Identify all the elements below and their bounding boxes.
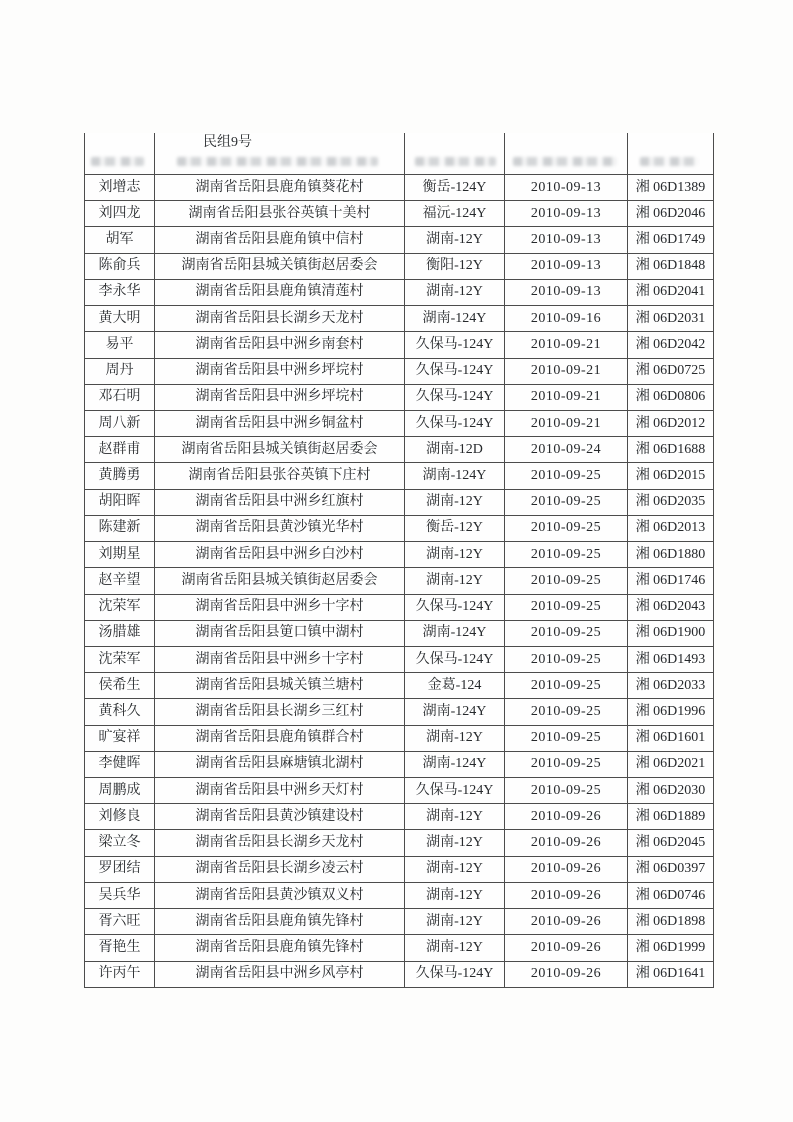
address-cell: 湖南省岳阳县鹿角镇先锋村 xyxy=(155,935,405,960)
owner-name-cell: 沈荣军 xyxy=(85,595,155,620)
owner-name-cell: 陈建新 xyxy=(85,516,155,541)
address-cell: 湖南省岳阳县中洲乡红旗村 xyxy=(155,490,405,515)
owner-name-cell: 刘期星 xyxy=(85,542,155,567)
address-cell: 湖南省岳阳县长湖乡天龙村 xyxy=(155,830,405,855)
owner-name-cell: 周丹 xyxy=(85,359,155,384)
plate-cell: 湘 06D1601 xyxy=(635,730,706,746)
date-cell: 2010-09-21 xyxy=(505,332,628,357)
model-cell: 久保马-124Y xyxy=(405,647,505,672)
owner-name-cell: 邓石明 xyxy=(85,385,155,410)
ink-bleedthrough-smudge xyxy=(177,157,378,166)
table-row xyxy=(85,462,713,488)
plate-cell: 湘 06D2031 xyxy=(635,310,706,326)
model-cell: 湖南-12D xyxy=(405,437,505,462)
address-cell: 湖南省岳阳县城关镇街赵居委会 xyxy=(155,437,405,462)
address-cell: 湖南省岳阳县中洲乡天灯村 xyxy=(155,778,405,803)
table-row xyxy=(85,305,713,331)
model-cell: 湖南-12Y xyxy=(405,280,505,305)
model-cell: 湖南-124Y xyxy=(405,306,505,331)
owner-name-cell: 旷宴祥 xyxy=(85,726,155,751)
owner-name-cell: 胡阳晖 xyxy=(85,490,155,515)
plate-cell: 湘 06D1493 xyxy=(635,651,706,667)
table-row xyxy=(85,410,713,436)
table-row xyxy=(85,200,713,226)
model-cell: 福沅-124Y xyxy=(405,201,505,226)
table-row xyxy=(85,829,713,855)
address-cell: 湖南省岳阳县中洲乡坪垸村 xyxy=(155,359,405,384)
plate-cell: 湘 06D2045 xyxy=(635,835,706,851)
table-row xyxy=(85,226,713,252)
plate-cell: 湘 06D1641 xyxy=(635,966,706,982)
plate-cell: 湘 06D1898 xyxy=(635,913,706,929)
table-row xyxy=(85,331,713,357)
table-row xyxy=(85,620,713,646)
model-cell: 衡阳-12Y xyxy=(405,254,505,279)
model-cell: 湖南-124Y xyxy=(405,752,505,777)
owner-name-cell: 胥六旺 xyxy=(85,909,155,934)
owner-name-cell: 罗团结 xyxy=(85,857,155,882)
plate-cell: 湘 06D1389 xyxy=(635,179,706,195)
owner-name-cell: 李永华 xyxy=(85,280,155,305)
owner-name-cell: 胡军 xyxy=(85,227,155,252)
plate-cell: 湘 06D1996 xyxy=(635,703,706,719)
date-cell: 2010-09-25 xyxy=(505,621,628,646)
date-cell: 2010-09-13 xyxy=(505,175,628,200)
plate-cell: 湘 06D0806 xyxy=(635,389,706,405)
table-row xyxy=(85,672,713,698)
model-cell: 湖南-12Y xyxy=(405,857,505,882)
address-cell: 湖南省岳阳县张谷英镇下庄村 xyxy=(155,463,405,488)
date-cell: 2010-09-26 xyxy=(505,804,628,829)
date-cell: 2010-09-26 xyxy=(505,935,628,960)
owner-name-cell: 黄大明 xyxy=(85,306,155,331)
plate-cell: 湘 06D2015 xyxy=(635,468,706,484)
date-cell: 2010-09-24 xyxy=(505,437,628,462)
model-cell: 湖南-12Y xyxy=(405,935,505,960)
model-cell: 衡岳-12Y xyxy=(405,516,505,541)
plate-cell xyxy=(628,133,713,174)
owner-name-cell: 赵辛望 xyxy=(85,568,155,593)
table-row xyxy=(85,279,713,305)
registration-table xyxy=(84,133,714,988)
date-cell xyxy=(505,133,628,174)
model-cell: 湖南-12Y xyxy=(405,830,505,855)
table-row xyxy=(85,567,713,593)
date-cell: 2010-09-26 xyxy=(505,830,628,855)
address-cell: 湖南省岳阳县黄沙镇建设村 xyxy=(155,804,405,829)
address-cell: 湖南省岳阳县麻塘镇北湖村 xyxy=(155,752,405,777)
owner-name-cell: 周鹏成 xyxy=(85,778,155,803)
date-cell: 2010-09-25 xyxy=(505,490,628,515)
date-cell: 2010-09-25 xyxy=(505,463,628,488)
owner-name-cell: 刘四龙 xyxy=(85,201,155,226)
plate-cell: 湘 06D0725 xyxy=(635,363,706,379)
date-cell: 2010-09-25 xyxy=(505,568,628,593)
owner-name-cell: 汤腊雄 xyxy=(85,621,155,646)
plate-cell: 湘 06D2042 xyxy=(635,336,706,352)
table-row xyxy=(85,436,713,462)
owner-name-cell: 黄科久 xyxy=(85,699,155,724)
date-cell: 2010-09-21 xyxy=(505,385,628,410)
date-cell: 2010-09-16 xyxy=(505,306,628,331)
table-row xyxy=(85,489,713,515)
model-cell: 湖南-12Y xyxy=(405,542,505,567)
table-body xyxy=(85,174,713,987)
model-cell: 久保马-124Y xyxy=(405,962,505,987)
owner-name-cell: 胥艳生 xyxy=(85,935,155,960)
plate-cell: 湘 06D1900 xyxy=(635,625,706,641)
table-row xyxy=(85,751,713,777)
table-row xyxy=(85,358,713,384)
date-cell: 2010-09-25 xyxy=(505,778,628,803)
date-cell: 2010-09-25 xyxy=(505,699,628,724)
date-cell: 2010-09-13 xyxy=(505,201,628,226)
model-cell: 湖南-124Y xyxy=(405,621,505,646)
model-cell: 久保马-124Y xyxy=(405,595,505,620)
date-cell: 2010-09-13 xyxy=(505,280,628,305)
owner-name-cell: 许丙午 xyxy=(85,962,155,987)
address-cell xyxy=(155,133,405,174)
owner-name-cell: 周八新 xyxy=(85,411,155,436)
owner-name-cell: 梁立冬 xyxy=(85,830,155,855)
plate-cell: 湘 06D1848 xyxy=(635,258,706,274)
date-cell: 2010-09-26 xyxy=(505,909,628,934)
address-cell: 湖南省岳阳县鹿角镇中信村 xyxy=(155,227,405,252)
table-row xyxy=(85,174,713,200)
model-cell xyxy=(405,133,505,174)
address-cell: 湖南省岳阳县长湖乡天龙村 xyxy=(155,306,405,331)
plate-cell: 湘 06D2033 xyxy=(635,677,706,693)
address-cell: 湖南省岳阳县鹿角镇先锋村 xyxy=(155,909,405,934)
owner-name-cell: 李健晖 xyxy=(85,752,155,777)
owner-name-cell: 赵群甫 xyxy=(85,437,155,462)
model-cell: 久保马-124Y xyxy=(405,411,505,436)
address-cell: 湖南省岳阳县黄沙镇双义村 xyxy=(155,883,405,908)
address-cell: 湖南省岳阳县中洲乡风亭村 xyxy=(155,962,405,987)
model-cell: 衡岳-124Y xyxy=(405,175,505,200)
address-cell: 湖南省岳阳县中洲乡十字村 xyxy=(155,647,405,672)
address-cell: 湖南省岳阳县城关镇兰塘村 xyxy=(155,673,405,698)
model-cell: 湖南-12Y xyxy=(405,909,505,934)
table-row xyxy=(85,856,713,882)
date-cell: 2010-09-13 xyxy=(505,254,628,279)
model-cell: 久保马-124Y xyxy=(405,778,505,803)
table-row xyxy=(85,594,713,620)
owner-name-cell: 刘修良 xyxy=(85,804,155,829)
owner-name-cell: 黄腾勇 xyxy=(85,463,155,488)
plate-cell: 湘 06D1880 xyxy=(635,546,706,562)
plate-cell: 湘 06D2035 xyxy=(635,494,706,510)
model-cell: 湖南-124Y xyxy=(405,463,505,488)
model-cell: 湖南-12Y xyxy=(405,726,505,751)
model-cell: 湖南-12Y xyxy=(405,568,505,593)
owner-name-cell: 侯希生 xyxy=(85,673,155,698)
address-cell: 湖南省岳阳县鹿角镇清莲村 xyxy=(155,280,405,305)
date-cell: 2010-09-25 xyxy=(505,673,628,698)
plate-cell: 湘 06D2012 xyxy=(635,415,706,431)
address-cell: 湖南省岳阳县鹿角镇群合村 xyxy=(155,726,405,751)
plate-cell: 湘 06D2021 xyxy=(635,756,706,772)
model-cell: 湖南-124Y xyxy=(405,699,505,724)
ink-bleedthrough-smudge xyxy=(415,157,496,166)
date-cell: 2010-09-26 xyxy=(505,883,628,908)
model-cell: 久保马-124Y xyxy=(405,359,505,384)
address-cell: 湖南省岳阳县中洲乡十字村 xyxy=(155,595,405,620)
address-cell: 湖南省岳阳县中洲乡白沙村 xyxy=(155,542,405,567)
model-cell: 湖南-12Y xyxy=(405,227,505,252)
date-cell: 2010-09-25 xyxy=(505,516,628,541)
plate-cell: 湘 06D1749 xyxy=(635,232,706,248)
date-cell: 2010-09-26 xyxy=(505,857,628,882)
address-cell: 湖南省岳阳县中洲乡南套村 xyxy=(155,332,405,357)
table-row-continuation xyxy=(85,133,713,174)
plate-cell: 湘 06D2013 xyxy=(635,520,706,536)
ink-bleedthrough-smudge xyxy=(513,157,617,166)
plate-cell: 湘 06D2043 xyxy=(635,599,706,615)
plate-cell: 湘 06D2030 xyxy=(635,782,706,798)
owner-name-cell: 陈俞兵 xyxy=(85,254,155,279)
address-cell: 湖南省岳阳县城关镇街赵居委会 xyxy=(155,254,405,279)
owner-name-cell: 吴兵华 xyxy=(85,883,155,908)
plate-cell: 湘 06D1746 xyxy=(635,572,706,588)
address-cell: 湖南省岳阳县黄沙镇光华村 xyxy=(155,516,405,541)
table-row xyxy=(85,882,713,908)
date-cell: 2010-09-25 xyxy=(505,647,628,672)
model-cell: 湖南-12Y xyxy=(405,804,505,829)
plate-cell: 湘 06D1688 xyxy=(635,441,706,457)
model-cell: 久保马-124Y xyxy=(405,385,505,410)
ink-bleedthrough-smudge xyxy=(91,157,144,166)
table-row xyxy=(85,253,713,279)
model-cell: 久保马-124Y xyxy=(405,332,505,357)
table-row xyxy=(85,803,713,829)
plate-cell: 湘 06D0746 xyxy=(635,887,706,903)
ink-bleedthrough-smudge xyxy=(640,157,699,166)
table-row xyxy=(85,646,713,672)
owner-name-cell: 沈荣军 xyxy=(85,647,155,672)
table-row xyxy=(85,908,713,934)
date-cell: 2010-09-26 xyxy=(505,962,628,987)
date-cell: 2010-09-21 xyxy=(505,411,628,436)
address-cell: 湖南省岳阳县张谷英镇十美村 xyxy=(155,201,405,226)
date-cell: 2010-09-21 xyxy=(505,359,628,384)
table-row xyxy=(85,961,713,987)
table-row xyxy=(85,515,713,541)
address-cell: 湖南省岳阳县长湖乡凌云村 xyxy=(155,857,405,882)
plate-cell: 湘 06D0397 xyxy=(635,861,706,877)
address-cell: 湖南省岳阳县鹿角镇葵花村 xyxy=(155,175,405,200)
plate-cell: 湘 06D2041 xyxy=(635,284,706,300)
date-cell: 2010-09-25 xyxy=(505,542,628,567)
model-cell: 金葛-124 xyxy=(405,673,505,698)
plate-cell: 湘 06D2046 xyxy=(635,205,706,221)
address-cell: 湖南省岳阳县筻口镇中湖村 xyxy=(155,621,405,646)
address-cell: 湖南省岳阳县城关镇街赵居委会 xyxy=(155,568,405,593)
address-cell: 湖南省岳阳县长湖乡三红村 xyxy=(155,699,405,724)
table-row xyxy=(85,541,713,567)
date-cell: 2010-09-25 xyxy=(505,595,628,620)
date-cell: 2010-09-13 xyxy=(505,227,628,252)
address-cell: 湖南省岳阳县中洲乡坪垸村 xyxy=(155,385,405,410)
model-cell: 湖南-12Y xyxy=(405,883,505,908)
table-row xyxy=(85,384,713,410)
table-row xyxy=(85,725,713,751)
owner-name-cell xyxy=(85,133,155,174)
plate-cell: 湘 06D1889 xyxy=(635,808,706,824)
address-cell: 湖南省岳阳县中洲乡铜盆村 xyxy=(155,411,405,436)
owner-name-cell: 刘增志 xyxy=(85,175,155,200)
date-cell: 2010-09-25 xyxy=(505,752,628,777)
table-row xyxy=(85,777,713,803)
table-row xyxy=(85,698,713,724)
owner-name-cell: 易平 xyxy=(85,332,155,357)
model-cell: 湖南-12Y xyxy=(405,490,505,515)
continuation-address-line: 民组9号 xyxy=(203,135,252,150)
plate-cell: 湘 06D1999 xyxy=(635,939,706,955)
table-row xyxy=(85,934,713,960)
date-cell: 2010-09-25 xyxy=(505,726,628,751)
